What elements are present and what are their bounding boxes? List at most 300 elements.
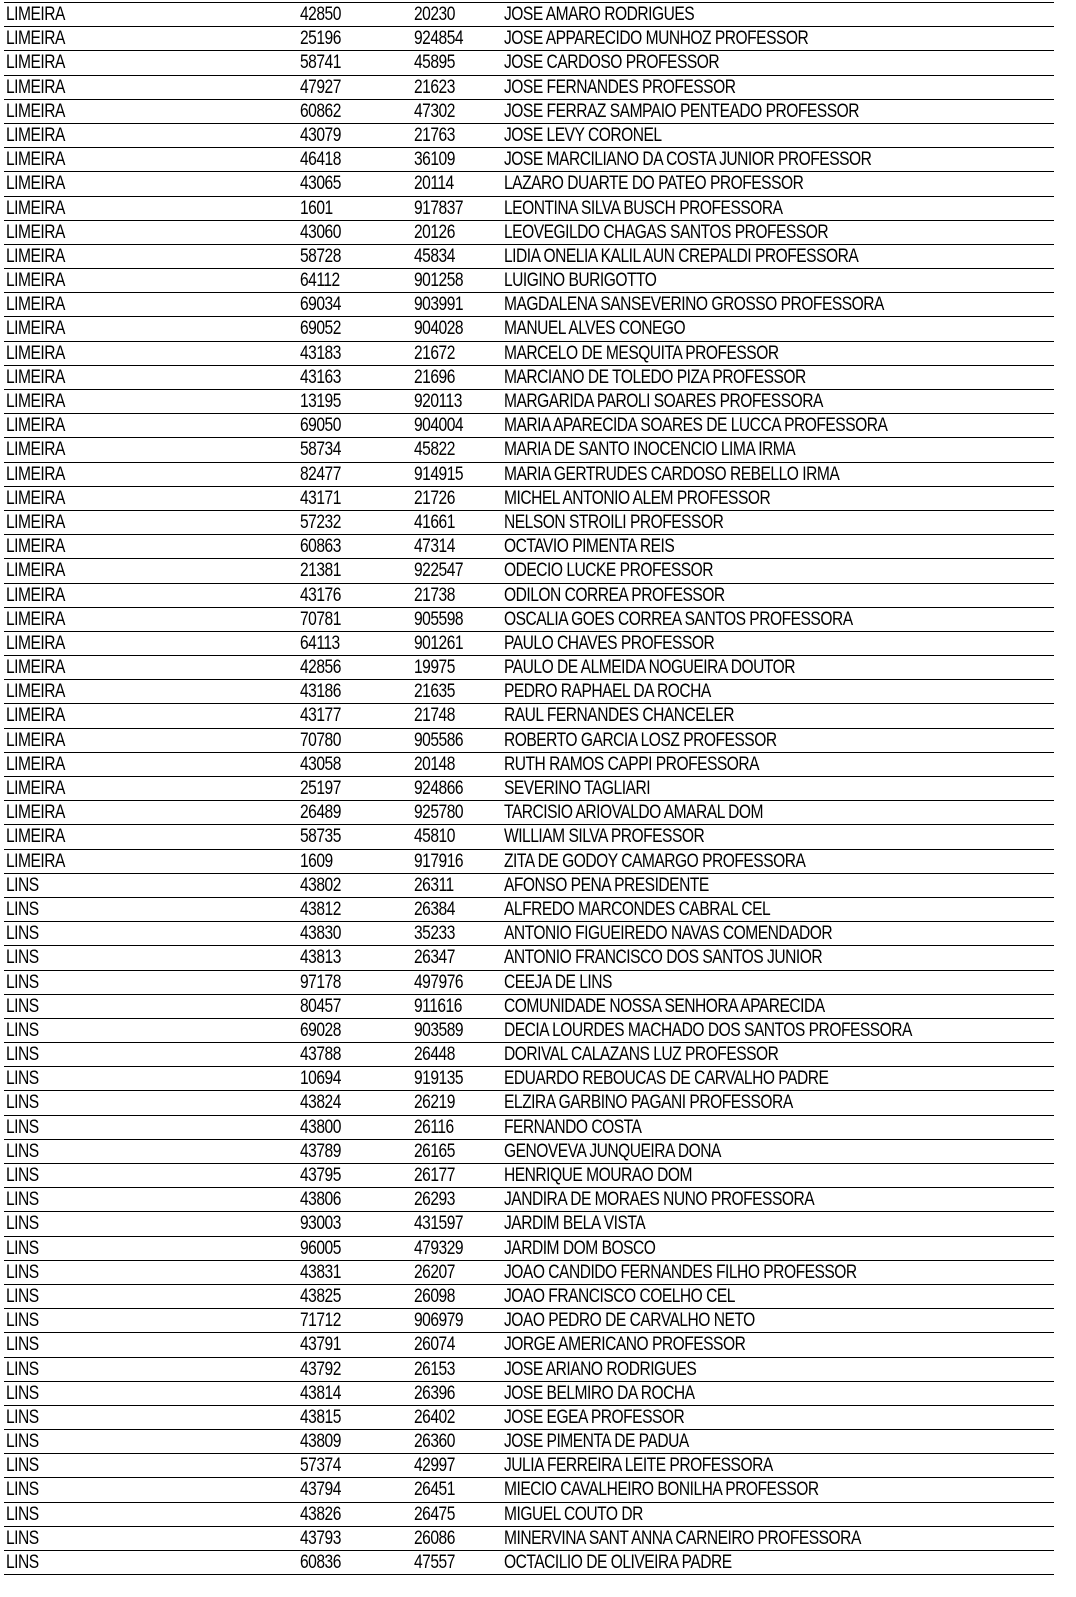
code-cell: 43813 [300,947,341,969]
school-id-cell: 905598 [414,608,464,630]
city-cell: LIMEIRA [6,584,65,606]
city-cell: LINS [6,1237,39,1259]
city-cell: LIMEIRA [6,705,65,727]
code-cell: 43791 [300,1334,341,1356]
table-row [4,1067,1054,1091]
code-cell: 60836 [300,1552,341,1573]
school-name-cell: DECIA LOURDES MACHADO DOS SANTOS PROFESSORA [504,1019,912,1041]
school-id-cell: 905586 [414,729,464,751]
city-cell: LIMEIRA [6,342,65,364]
school-name-cell: JOAO FRANCISCO COELHO CEL [504,1285,735,1307]
code-cell: 42856 [300,657,341,679]
school-id-cell: 919135 [414,1068,464,1090]
city-cell: LIMEIRA [6,729,65,751]
city-cell: LIMEIRA [6,245,65,267]
code-cell: 43186 [300,681,341,703]
code-cell: 43171 [300,487,341,509]
school-name-cell: ALFREDO MARCONDES CABRAL CEL [504,898,771,920]
school-name-cell: MIGUEL COUTO DR [504,1503,643,1525]
table-row [4,1116,1054,1140]
code-cell: 47927 [300,76,341,98]
code-cell: 43163 [300,366,341,388]
school-name-cell: JOSE BELMIRO DA ROCHA [504,1382,695,1404]
city-cell: LIMEIRA [6,391,65,412]
table-row [4,850,1054,874]
code-cell: 69052 [300,318,341,340]
city-cell: LINS [6,1044,39,1066]
code-cell: 43788 [300,1044,341,1066]
city-cell: LINS [6,1382,39,1404]
city-cell: LIMEIRA [6,536,65,558]
school-name-cell: JOSE APPARECIDO MUNHOZ PROFESSOR [504,28,809,50]
school-id-cell: 47314 [414,536,455,558]
code-cell: 43814 [300,1382,341,1404]
school-name-cell: TARCISIO ARIOVALDO AMARAL DOM [504,802,764,824]
school-name-cell: FERNANDO COSTA [504,1116,642,1138]
school-name-cell: MANUEL ALVES CONEGO [504,318,686,340]
table-row [4,995,1054,1019]
school-id-cell: 26177 [414,1165,455,1186]
code-cell: 46418 [300,149,341,171]
code-cell: 71712 [300,1310,341,1332]
table-row [4,414,1054,438]
school-id-cell: 26402 [414,1406,455,1428]
school-name-cell: MARIA APARECIDA SOARES DE LUCCA PROFESSORA [504,415,888,437]
table-row [4,559,1054,583]
school-id-cell: 35233 [414,923,455,945]
table-row [4,100,1054,124]
school-id-cell: 26219 [414,1092,455,1114]
table-row [4,729,1054,753]
school-id-cell: 21623 [414,76,455,98]
school-id-cell: 41661 [414,511,455,533]
city-cell: LIMEIRA [6,463,65,485]
city-cell: LINS [6,1479,39,1501]
school-id-cell: 922547 [414,560,464,582]
city-cell: LIMEIRA [6,173,65,195]
table-row [4,463,1054,487]
code-cell: 57232 [300,511,341,533]
table-row [4,1382,1054,1406]
code-cell: 43826 [300,1503,341,1525]
city-cell: LIMEIRA [6,608,65,630]
code-cell: 43812 [300,898,341,920]
school-name-cell: OCTAVIO PIMENTA REIS [504,536,675,558]
code-cell: 10694 [300,1068,341,1090]
school-name-cell: EDUARDO REBOUCAS DE CARVALHO PADRE [504,1068,829,1090]
school-name-cell: JOSE EGEA PROFESSOR [504,1406,685,1428]
code-cell: 43795 [300,1165,341,1186]
city-cell: LIMEIRA [6,124,65,146]
school-id-cell: 920113 [414,391,462,412]
city-cell: LIMEIRA [6,753,65,775]
school-name-cell: MARIA GERTRUDES CARDOSO REBELLO IRMA [504,463,840,485]
table-row [4,777,1054,801]
city-cell: LIMEIRA [6,826,65,848]
city-cell: LINS [6,1358,39,1380]
school-name-cell: WILLIAM SILVA PROFESSOR [504,826,705,848]
school-id-cell: 26074 [414,1334,455,1356]
school-id-cell: 42997 [414,1455,455,1477]
city-cell: LIMEIRA [6,52,65,74]
table-row [4,680,1054,704]
school-name-cell: JOSE MARCILIANO DA COSTA JUNIOR PROFESSOR [504,149,872,171]
school-id-cell: 26448 [414,1044,455,1066]
table-row [4,366,1054,390]
code-cell: 43830 [300,923,341,945]
city-cell: LIMEIRA [6,4,65,25]
school-name-cell: JOSE FERRAZ SAMPAIO PENTEADO PROFESSOR [504,100,860,122]
school-name-cell: LIDIA ONELIA KALIL AUN CREPALDI PROFESSORA [504,245,859,267]
code-cell: 43789 [300,1140,341,1162]
school-id-cell: 20114 [414,173,454,195]
city-cell: LINS [6,1068,39,1090]
table-row [4,584,1054,608]
table-row [4,1285,1054,1309]
table-row [4,317,1054,341]
table-row [4,874,1054,898]
school-name-cell: GENOVEVA JUNQUEIRA DONA [504,1140,721,1162]
school-name-cell: MINERVINA SANT ANNA CARNEIRO PROFESSORA [504,1527,861,1549]
school-name-cell: JARDIM DOM BOSCO [504,1237,656,1259]
city-cell: LINS [6,1527,39,1549]
code-cell: 43177 [300,705,341,727]
school-name-cell: MAGDALENA SANSEVERINO GROSSO PROFESSORA [504,294,884,316]
school-name-cell: LEOVEGILDO CHAGAS SANTOS PROFESSOR [504,221,829,243]
code-cell: 26489 [300,802,341,824]
code-cell: 43831 [300,1261,341,1283]
code-cell: 25197 [300,778,341,799]
code-cell: 13195 [300,391,341,412]
school-name-cell: JORGE AMERICANO PROFESSOR [504,1334,746,1356]
code-cell: 64113 [300,632,340,654]
school-name-cell: MARIA DE SANTO INOCENCIO LIMA IRMA [504,439,796,461]
code-cell: 43058 [300,753,341,775]
table-row [4,511,1054,535]
city-cell: LINS [6,1261,39,1283]
school-id-cell: 26396 [414,1382,455,1404]
table-row [4,946,1054,970]
school-name-cell: JOSE CARDOSO PROFESSOR [504,52,720,74]
code-cell: 69028 [300,1019,341,1041]
table-row [4,293,1054,317]
code-cell: 43815 [300,1406,341,1428]
school-id-cell: 924854 [414,28,464,50]
school-name-cell: OSCALIA GOES CORREA SANTOS PROFESSORA [504,608,853,630]
city-cell: LIMEIRA [6,149,65,171]
school-name-cell: JOSE AMARO RODRIGUES [504,4,695,25]
city-cell: LINS [6,1140,39,1162]
code-cell: 64112 [300,270,340,292]
code-cell: 43060 [300,221,341,243]
school-name-cell: RAUL FERNANDES CHANCELER [504,705,735,727]
city-cell: LINS [6,1019,39,1041]
city-cell: LINS [6,1310,39,1332]
code-cell: 43806 [300,1189,341,1211]
city-cell: LIMEIRA [6,294,65,316]
school-id-cell: 479329 [414,1237,464,1259]
school-id-cell: 26451 [414,1479,455,1501]
table-row [4,1237,1054,1261]
table-row [4,51,1054,75]
city-cell: LINS [6,1431,39,1453]
school-id-cell: 925780 [414,802,464,824]
code-cell: 69034 [300,294,341,316]
school-id-cell: 47302 [414,100,455,122]
school-name-cell: PEDRO RAPHAEL DA ROCHA [504,681,711,703]
city-cell: LINS [6,874,39,896]
code-cell: 43183 [300,342,341,364]
table-row [4,342,1054,366]
school-id-cell: 903991 [414,294,464,316]
school-id-cell: 904028 [414,318,464,340]
city-cell: LIMEIRA [6,681,65,703]
table-row [4,1043,1054,1067]
table-row [4,148,1054,172]
table-row [4,898,1054,922]
code-cell: 58735 [300,826,341,848]
code-cell: 21381 [300,560,341,582]
school-id-cell: 906979 [414,1310,464,1332]
city-cell: LINS [6,995,39,1017]
school-name-cell: JOSE ARIANO RODRIGUES [504,1358,697,1380]
city-cell: LINS [6,1189,39,1211]
city-cell: LIMEIRA [6,511,65,533]
school-name-cell: JARDIM BELA VISTA [504,1213,646,1235]
table-row [4,632,1054,656]
school-name-cell: JOAO CANDIDO FERNANDES FILHO PROFESSOR [504,1261,857,1283]
school-name-cell: JOSE PIMENTA DE PADUA [504,1431,689,1453]
table-row [4,1188,1054,1212]
school-id-cell: 26475 [414,1503,455,1525]
code-cell: 43802 [300,874,341,896]
school-name-cell: ANTONIO FRANCISCO DOS SANTOS JUNIOR [504,947,823,969]
code-cell: 43065 [300,173,341,195]
city-cell: LINS [6,947,39,969]
table-row [4,1164,1054,1188]
city-cell: LIMEIRA [6,100,65,122]
table-row [4,1358,1054,1382]
code-cell: 25196 [300,28,341,50]
table-row [4,704,1054,728]
city-cell: LINS [6,1285,39,1307]
school-id-cell: 26360 [414,1431,455,1453]
city-cell: LIMEIRA [6,778,65,799]
school-name-cell: PAULO DE ALMEIDA NOGUEIRA DOUTOR [504,657,796,679]
city-cell: LINS [6,971,39,993]
table-row [4,825,1054,849]
city-cell: LIMEIRA [6,221,65,243]
code-cell: 57374 [300,1455,341,1477]
code-cell: 80457 [300,995,341,1017]
table-row [4,1503,1054,1527]
table-row [4,753,1054,777]
table-row [4,269,1054,293]
table-row [4,1212,1054,1236]
code-cell: 96005 [300,1237,341,1259]
city-cell: LIMEIRA [6,487,65,509]
city-cell: LINS [6,1165,39,1186]
code-cell: 97178 [300,971,341,993]
table-row [4,1091,1054,1115]
code-cell: 58734 [300,439,341,461]
code-cell: 1601 [300,197,333,219]
city-cell: LIMEIRA [6,270,65,292]
table-row [4,76,1054,100]
school-id-cell: 47557 [414,1552,455,1573]
city-cell: LINS [6,1406,39,1428]
school-id-cell: 917916 [414,850,464,872]
school-name-cell: ANTONIO FIGUEIREDO NAVAS COMENDADOR [504,923,833,945]
school-name-cell: OCTACILIO DE OLIVEIRA PADRE [504,1552,732,1573]
code-cell: 42850 [300,4,341,25]
table-row [4,535,1054,559]
school-name-cell: RUTH RAMOS CAPPI PROFESSORA [504,753,760,775]
school-name-cell: CEEJA DE LINS [504,971,612,993]
school-name-cell: MICHEL ANTONIO ALEM PROFESSOR [504,487,771,509]
school-id-cell: 26098 [414,1285,455,1307]
school-name-cell: ROBERTO GARCIA LOSZ PROFESSOR [504,729,777,751]
school-id-cell: 26116 [414,1116,454,1138]
table-row [4,172,1054,196]
table-row [4,1478,1054,1502]
code-cell: 60862 [300,100,341,122]
city-cell: LINS [6,1092,39,1114]
school-id-cell: 20148 [414,753,455,775]
school-table [4,2,1054,1575]
school-name-cell: HENRIQUE MOURAO DOM [504,1165,693,1186]
city-cell: LIMEIRA [6,657,65,679]
city-cell: LIMEIRA [6,415,65,437]
code-cell: 58741 [300,52,341,74]
school-id-cell: 20126 [414,221,455,243]
school-id-cell: 914915 [414,463,464,485]
city-cell: LINS [6,1455,39,1477]
school-id-cell: 911616 [414,995,462,1017]
code-cell: 70781 [300,608,341,630]
school-name-cell: ODECIO LUCKE PROFESSOR [504,560,714,582]
school-id-cell: 26086 [414,1527,455,1549]
school-name-cell: JULIA FERREIRA LEITE PROFESSORA [504,1455,773,1477]
school-id-cell: 21738 [414,584,455,606]
school-id-cell: 21672 [414,342,455,364]
table-row [4,438,1054,462]
school-name-cell: MARCIANO DE TOLEDO PIZA PROFESSOR [504,366,806,388]
city-cell: LINS [6,1503,39,1525]
school-id-cell: 917837 [414,197,464,219]
code-cell: 70780 [300,729,341,751]
school-id-cell: 45895 [414,52,455,74]
table-row [4,221,1054,245]
school-name-cell: COMUNIDADE NOSSA SENHORA APARECIDA [504,995,825,1017]
table-row [4,922,1054,946]
city-cell: LIMEIRA [6,28,65,50]
code-cell: 43824 [300,1092,341,1114]
city-cell: LIMEIRA [6,802,65,824]
school-name-cell: AFONSO PENA PRESIDENTE [504,874,709,896]
school-id-cell: 901261 [414,632,464,654]
code-cell: 69050 [300,415,341,437]
school-name-cell: NELSON STROILI PROFESSOR [504,511,724,533]
code-cell: 82477 [300,463,341,485]
school-id-cell: 21696 [414,366,455,388]
school-id-cell: 901258 [414,270,464,292]
school-id-cell: 26207 [414,1261,455,1283]
table-row [4,1527,1054,1551]
school-id-cell: 26165 [414,1140,455,1162]
city-cell: LIMEIRA [6,850,65,872]
school-id-cell: 45822 [414,439,455,461]
city-cell: LIMEIRA [6,197,65,219]
school-id-cell: 497976 [414,971,464,993]
school-id-cell: 924866 [414,778,464,799]
school-name-cell: LUIGINO BURIGOTTO [504,270,657,292]
code-cell: 58728 [300,245,341,267]
school-name-cell: PAULO CHAVES PROFESSOR [504,632,715,654]
school-name-cell: LAZARO DUARTE DO PATEO PROFESSOR [504,173,804,195]
table-row [4,245,1054,269]
table-row [4,1430,1054,1454]
table-row [4,1333,1054,1357]
school-name-cell: LEONTINA SILVA BUSCH PROFESSORA [504,197,783,219]
table-row [4,390,1054,414]
school-id-cell: 904004 [414,415,464,437]
table-row [4,1309,1054,1333]
code-cell: 43079 [300,124,341,146]
city-cell: LIMEIRA [6,632,65,654]
city-cell: LINS [6,923,39,945]
school-id-cell: 36109 [414,149,455,171]
school-id-cell: 26384 [414,898,455,920]
school-name-cell: JOAO PEDRO DE CARVALHO NETO [504,1310,755,1332]
city-cell: LINS [6,1116,39,1138]
code-cell: 93003 [300,1213,341,1235]
code-cell: 1609 [300,850,333,872]
city-cell: LINS [6,898,39,920]
school-name-cell: ELZIRA GARBINO PAGANI PROFESSORA [504,1092,793,1114]
table-row [4,971,1054,995]
city-cell: LINS [6,1213,39,1235]
school-name-cell: JANDIRA DE MORAES NUNO PROFESSORA [504,1189,815,1211]
school-name-cell: ODILON CORREA PROFESSOR [504,584,725,606]
school-id-cell: 19975 [414,657,455,679]
table-row [4,3,1054,27]
table-row [4,1551,1054,1575]
table-row [4,1454,1054,1478]
table-row [4,656,1054,680]
school-name-cell: MIECIO CAVALHEIRO BONILHA PROFESSOR [504,1479,819,1501]
table-row [4,1406,1054,1430]
school-name-cell: ZITA DE GODOY CAMARGO PROFESSORA [504,850,806,872]
school-name-cell: MARGARIDA PAROLI SOARES PROFESSORA [504,391,823,412]
school-id-cell: 903589 [414,1019,464,1041]
school-id-cell: 431597 [414,1213,464,1235]
school-id-cell: 45810 [414,826,455,848]
city-cell: LIMEIRA [6,76,65,98]
table-row [4,1261,1054,1285]
city-cell: LINS [6,1552,39,1573]
table-row [4,801,1054,825]
school-id-cell: 21748 [414,705,455,727]
school-id-cell: 21635 [414,681,455,703]
table-row [4,1019,1054,1043]
code-cell: 43800 [300,1116,341,1138]
school-id-cell: 26347 [414,947,455,969]
school-name-cell: JOSE LEVY CORONEL [504,124,662,146]
table-row [4,27,1054,51]
code-cell: 43794 [300,1479,341,1501]
school-name-cell: DORIVAL CALAZANS LUZ PROFESSOR [504,1044,779,1066]
